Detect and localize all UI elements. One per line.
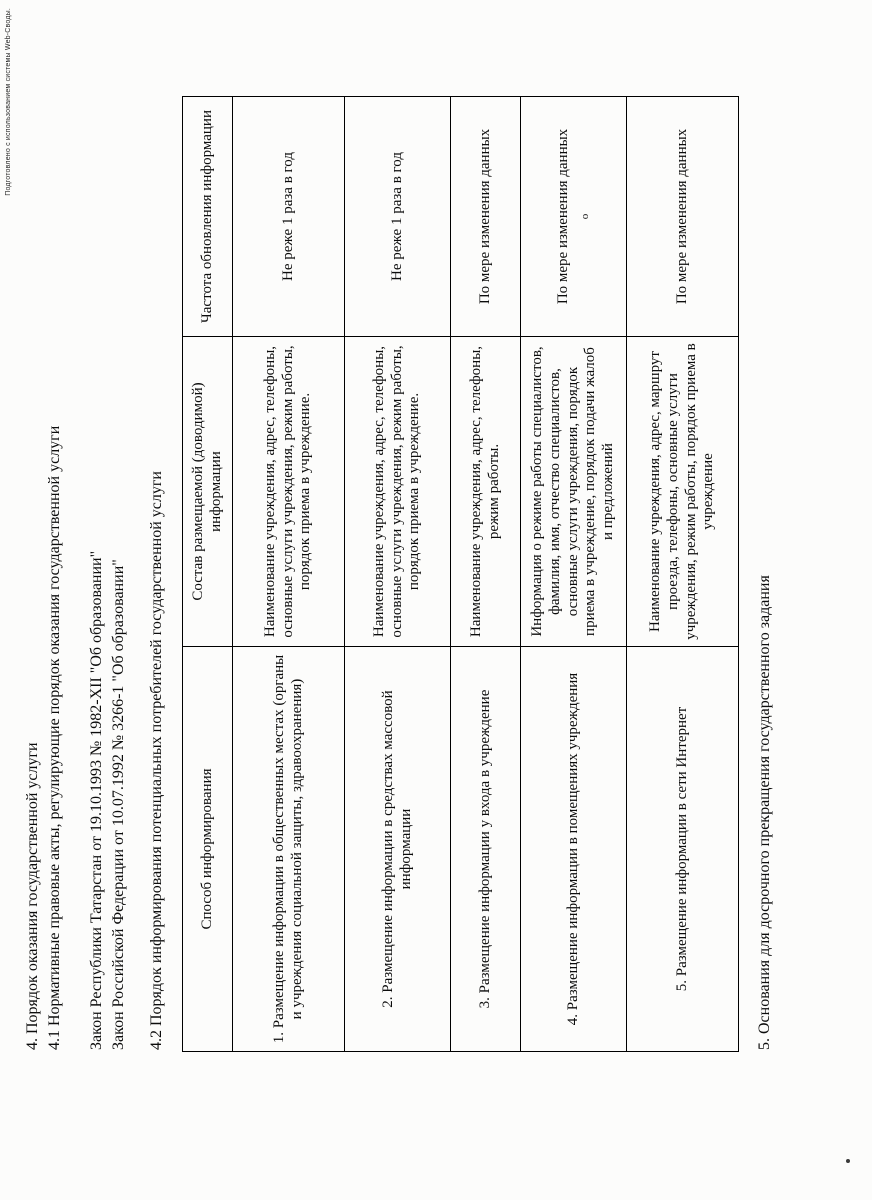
scan-artifact-glyph: о bbox=[578, 213, 591, 220]
method-cell: 3. Размещение информации у входа в учреждение bbox=[451, 647, 521, 1052]
table-row bbox=[345, 97, 451, 1052]
table-header-row bbox=[183, 97, 233, 1052]
method-cell: 5. Размещение информации в сети Интернет bbox=[627, 647, 739, 1052]
method-cell: 1. Размещение информации в общественных местах (органы и учреждения социальной защиты, здравоохранения) bbox=[233, 647, 345, 1052]
law-line-1: Закон Республики Татарстан от 19.10.1993 № 1982-XII "Об образовании" bbox=[88, 550, 105, 1050]
table-row bbox=[521, 97, 627, 1052]
header-method-cell: Способ информирования bbox=[183, 647, 233, 1052]
frequency-cell bbox=[521, 97, 627, 337]
table-row bbox=[627, 97, 739, 1052]
content-cell: Информация о режиме работы специалистов, фамилия, имя, отчество специалистов, основные услуги учреждения, порядок приема в учреждение, порядок подачи жалоб и предложений bbox=[521, 337, 627, 647]
content-cell: Наименование учреждения, адрес, телефоны, основные услуги учреждения, режим работы, порядок приема в учреждение. bbox=[345, 337, 451, 647]
frequency-cell: Не реже 1 раза в год bbox=[345, 97, 451, 337]
content-cell: Наименование учреждения, адрес, телефоны, режим работы. bbox=[451, 337, 521, 647]
method-cell: 4. Размещение информации в помещениях учреждения bbox=[521, 647, 627, 1052]
section-5-title: 5. Основания для досрочного прекращения государственного задания bbox=[756, 575, 773, 1050]
method-cell: 2. Размещение информации в средствах массовой информации bbox=[345, 647, 451, 1052]
header-frequency-cell: Частота обновления информации bbox=[183, 97, 233, 337]
information-table bbox=[182, 96, 739, 1052]
frequency-text: По мере изменения данных bbox=[555, 128, 572, 305]
content-cell: Наименование учреждения, адрес, маршрут проезда, телефоны, основные услуги учреждения, режим работы, порядок приема в учреждение bbox=[627, 337, 739, 647]
header-content-cell: Состав размещаемой (доводимой) информации bbox=[183, 337, 233, 647]
content-cell: Наименование учреждения, адрес, телефоны, основные услуги учреждения, режим работы, порядок приема в учреждение. bbox=[233, 337, 345, 647]
table-row bbox=[233, 97, 345, 1052]
law-line-2: Закон Российской Федерации от 10.07.1992 № 3266-1 "Об образовании" bbox=[110, 559, 127, 1050]
frequency-cell: По мере изменения данных bbox=[627, 97, 739, 337]
scan-artifact-dot bbox=[846, 1159, 850, 1163]
section-4-1-title: 4.1 Нормативные правовые акты, регулирующие порядок оказания государственной услуги bbox=[46, 425, 63, 1050]
watermark: Подготовлено с использованием системы Web-Своды. bbox=[5, 8, 12, 196]
table-row bbox=[451, 97, 521, 1052]
frequency-cell: Не реже 1 раза в год bbox=[233, 97, 345, 337]
section-4-title: 4. Порядок оказания государственной услуги bbox=[24, 742, 41, 1050]
frequency-cell: По мере изменения данных bbox=[451, 97, 521, 337]
section-4-2-title: 4.2 Порядок информирования потенциальных потребителей государственной услуги bbox=[148, 471, 165, 1050]
